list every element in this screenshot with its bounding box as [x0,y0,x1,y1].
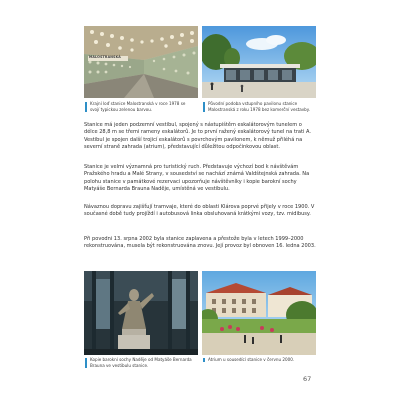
paragraph-flood: Při povodni 13. srpna 2002 byla stanice zaplavena a přestože byla v letech 1999–2000 rekonstruována, musela být rekonstruována znovu. Její provoz byl obnoven 16. ledna 2003. [84,236,316,250]
photo-atrium [202,271,316,355]
caption-entrance-pavilion: Původní podoba vstupního pavilonu stanice Malostranská z roku 1978 bez komerční vestavby. [203,101,318,112]
paragraph-tourism: Stanice je velmi významná pro turistický ruch. Představuje výchozí bod k návštěvám Pražského hradu a Malé Strany, v sousedství se nachází známá Valdštejnská zahrada. Na polohu stanice v památkové rezervaci upozorňuje návštěvníky i kopie barokní sochy Matyáše Bernarda Brauna Naděje, umístěná ve vestibulu. [84,164,310,193]
caption-atrium: Atrium u sousedící stanice v červnu 2000. [203,357,318,363]
page-number: 67 [303,375,312,383]
paragraph-vestibule: Stanice má jeden podzemní vestibul, spojený s nástupištěm eskalátorovým tunelem o délce 28,8 m se třemi rameny eskalátorů. Je to první ražený eskalátorový tunel na trati A. Vestibul je spojen další trojicí eskalátorů s povrchovým pavilonem, k němuž přiléhá na severní straně zahrada (atrium), představující důležitou odpočinkovou oblast. [84,122,311,151]
photo-platform [84,26,198,98]
paragraph-transport: Návaznou dopravu zajišťují tramvaje, které do oblasti Klárova poprvé přijely v roce 1900. V současné době tudy projíždí i autobusová linka obsluhovaná krátkými vozy, tzv. midibusy. [84,204,315,218]
station-sign: MALOSTRANSKÁ [89,55,121,59]
photo-statue [84,271,198,355]
caption-platform: Krajní loď stanice Malostranská v roce 1978 se svojí typickou zelenou barvou. [85,101,195,112]
caption-statue: Kopie barokní sochy Naděje od Matyáše Bernarda Brauna ve vestibulu stanice. [85,357,195,368]
photo-entrance-pavilion [202,26,316,98]
